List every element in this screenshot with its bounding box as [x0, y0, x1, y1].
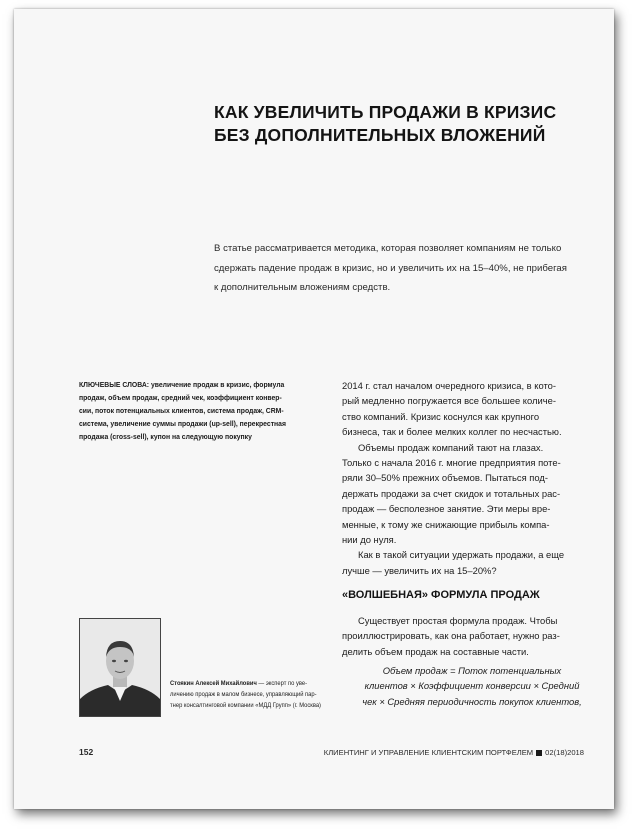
author-portrait-icon: [80, 619, 160, 716]
article-title: [214, 101, 594, 147]
keywords-line: продажа (cross-sell), купон на следующую покупку: [79, 431, 252, 441]
body-line: лучше — увеличить их на 15–20%?: [342, 564, 497, 576]
sales-formula: [342, 663, 602, 709]
author-line: тнер консалтинговой компании «МДД Групп» (г. Москва): [170, 702, 321, 709]
page-number: 152: [79, 747, 94, 757]
journal-footer: [324, 748, 584, 757]
section-heading: «ВОЛШЕБНАЯ» ФОРМУЛА ПРОДАЖ: [342, 589, 540, 601]
author-name: Стоякин Алексей Михайлович: [170, 680, 257, 687]
body-line: нии до нуля.: [342, 534, 397, 546]
body-line: Существует простая формула продаж. Чтобы: [358, 615, 558, 626]
body-line: держать продажи за счет скидок и тотальных рас-: [342, 487, 561, 499]
keywords-block: [79, 379, 304, 444]
keywords-line: [79, 379, 304, 392]
author-info: [170, 678, 326, 711]
body-column: [342, 378, 602, 578]
author-line: [170, 678, 326, 689]
keywords-line: сии, поток потенциальных клиентов, система продаж, CRM-: [79, 405, 284, 415]
body-line: 2014 г. стал началом очередного кризиса, в кото-: [342, 380, 556, 391]
body-line: рый медленно погружается все большее количе-: [342, 395, 556, 407]
keywords-line: система, увеличение суммы продажи (up-sell), перекрестная: [79, 418, 286, 428]
formula-line: клиентов × Коэффициент конверсии × Средний: [364, 680, 580, 692]
body-line: ряли 30–50% прежних объемов. Пытаться под-: [342, 472, 548, 484]
article-abstract: [214, 239, 585, 298]
journal-issue: 02(18)2018: [545, 748, 584, 757]
abstract-line: В статье рассматривается методика, которая позволяет компаниям не только: [214, 243, 562, 254]
keywords-text: увеличение продаж в кризис, формула: [149, 380, 285, 389]
body-line: делить объем продаж на составные части.: [342, 645, 529, 657]
title-line: КАК УВЕЛИЧИТЬ ПРОДАЖИ В КРИЗИС: [214, 102, 557, 122]
body-line: Объемы продаж компаний тают на глазах.: [358, 441, 544, 453]
body-line: Как в такой ситуации удержать продажи, а еще: [358, 549, 565, 561]
formula-line: Объем продаж = Поток потенциальных: [382, 665, 562, 676]
body-line: бизнеса, так и более мелких коллег по несчастью.: [342, 426, 562, 438]
formula-line: чек × Средняя периодичность покупок клиентов,: [362, 695, 582, 707]
body-line: проиллюстрировать, как она работает, нужно раз-: [342, 630, 560, 642]
journal-name: КЛИЕНТИНГ И УПРАВЛЕНИЕ КЛИЕНТСКИМ ПОРТФЕЛЕМ: [323, 748, 534, 757]
body-column-section: [342, 613, 602, 659]
author-photo: [79, 618, 161, 717]
keywords-label: КЛЮЧЕВЫЕ СЛОВА:: [79, 380, 150, 389]
square-bullet-icon: [536, 750, 542, 756]
abstract-line: сдержать падение продаж в кризис, но и увеличить их на 15–40%, не прибегая: [214, 262, 567, 274]
keywords-line: продаж, объем продаж, средний чек, коэффициент конвер-: [79, 392, 282, 402]
author-line: личению продаж в малом бизнесе, управляющий пар-: [170, 691, 317, 698]
abstract-line: к дополнительным вложениям средств.: [214, 282, 391, 293]
title-line: БЕЗ ДОПОЛНИТЕЛЬНЫХ ВЛОЖЕНИЙ: [214, 125, 546, 145]
author-role: — эксперт по уве-: [256, 680, 308, 687]
body-line: продаж — бесполезное занятие. Эти меры вре-: [342, 503, 551, 515]
body-line: менные, к тому же снижающие прибыль компа-: [342, 518, 550, 530]
body-line: Только с начала 2016 г. многие предприятия поте-: [342, 457, 561, 469]
journal-page: [14, 9, 614, 809]
body-line: ство компаний. Кризис коснулся как крупного: [342, 410, 540, 422]
